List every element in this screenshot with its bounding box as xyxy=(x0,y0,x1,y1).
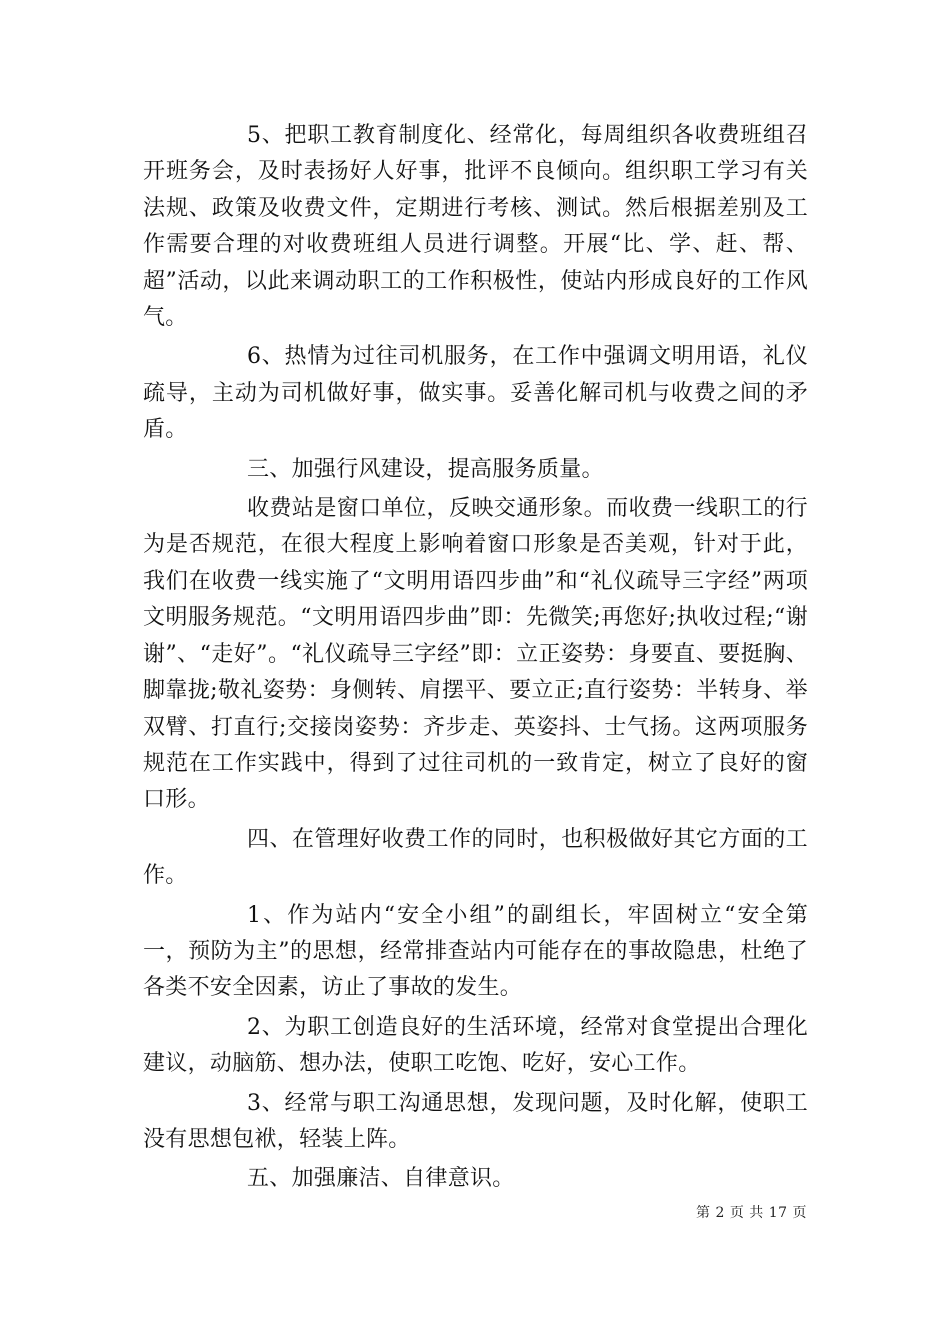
paragraph-item-5: 5、把职工教育制度化、经常化，每周组织各收费班组召开班务会，及时表扬好人好事，批评不良倾向。组织职工学习有关法规、政策及收费文件，定期进行考核、测试。然后根据差别及工作需要合理的对收费班组人员进行调整。开展“比、学、赶、帮、超”活动，以此来调动职工的工作积极性，使站内形成良好的工作风气。 xyxy=(143,123,808,331)
section-heading-3: 三、加强行风建设，提高服务质量。 xyxy=(247,456,604,482)
paragraph-item-3: 3、经常与职工沟通思想，发现问题，及时化解，使职工没有思想包袱，轻装上阵。 xyxy=(143,1090,808,1152)
paragraph-service-norms: 收费站是窗口单位，反映交通形象。而收费一线职工的行为是否规范，在很大程度上影响着窗口形象是否美观，针对于此，我们在收费一线实施了“文明用语四步曲”和“礼仪疏导三字经”两项文明服务规范。“文明用语四步曲”即：先微笑;再您好;执收过程;“谢谢”、“走好”。“礼仪疏导三字经”即：立正姿势：身要直、要挺胸、脚靠拢;敬礼姿势：身侧转、肩摆平、要立正;直行姿势：半转身、举双臂、打直行;交接岗姿势：齐步走、英姿抖、士气扬。这两项服务规范在工作实践中，得到了过往司机的一致肯定，树立了良好的窗口形。 xyxy=(143,496,808,813)
document-body xyxy=(143,118,808,1201)
paragraph-item-6: 6、热情为过往司机服务，在工作中强调文明用语，礼仪疏导，主动为司机做好事，做实事。妥善化解司机与收费之间的矛盾。 xyxy=(143,344,808,443)
section-heading-4: 四、在管理好收费工作的同时，也积极做好其它方面的工作。 xyxy=(143,826,808,889)
paragraph-item-2: 2、为职工创造良好的生活环境，经常对食堂提出合理化建议，动脑筋、想办法，使职工吃饱、吃好，安心工作。 xyxy=(143,1014,808,1077)
page-number: 第 2 页 共 17 页 xyxy=(696,1205,807,1221)
section-heading-5: 五、加强廉洁、自律意识。 xyxy=(247,1166,515,1192)
paragraph-item-1: 1、作为站内“安全小组”的副组长，牢固树立“安全第一，预防为主”的思想，经常排查站内可能存在的事故隐患，杜绝了各类不安全因素，访止了事故的发生。 xyxy=(143,902,808,1001)
